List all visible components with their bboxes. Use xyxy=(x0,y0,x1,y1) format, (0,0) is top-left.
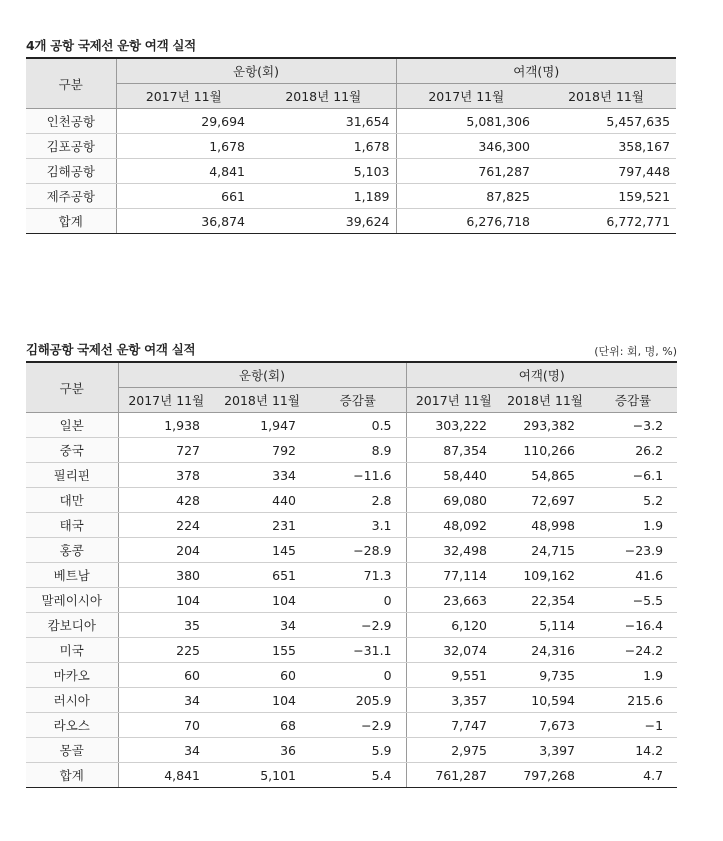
header-passengers-2017: 2017년 11월 xyxy=(406,388,501,413)
cell-f2018: 68 xyxy=(214,713,310,738)
cell-p2017: 9,551 xyxy=(406,663,501,688)
cell-p2018: 7,673 xyxy=(501,713,589,738)
header-passengers-rate: 증감률 xyxy=(589,388,677,413)
row-label: 라오스 xyxy=(26,713,118,738)
cell-frate: 3.1 xyxy=(310,513,406,538)
cell-f2018: 34 xyxy=(214,613,310,638)
cell-frate: 5.9 xyxy=(310,738,406,763)
cell-f2017: 204 xyxy=(118,538,214,563)
header-passengers-2018: 2018년 11월 xyxy=(501,388,589,413)
cell-p2017: 2,975 xyxy=(406,738,501,763)
header-flights-2017: 2017년 11월 xyxy=(116,84,251,109)
row-label: 몽골 xyxy=(26,738,118,763)
unit-note: (단위: 회, 명, %) xyxy=(594,345,677,358)
cell-f2018: 145 xyxy=(214,538,310,563)
cell-frate: 0 xyxy=(310,588,406,613)
row-label: 합계 xyxy=(26,763,118,788)
cell-p2017: 58,440 xyxy=(406,463,501,488)
cell-f2017: 1,938 xyxy=(118,413,214,438)
row-label: 태국 xyxy=(26,513,118,538)
table-row xyxy=(26,109,676,134)
cell-f2017: 34 xyxy=(118,688,214,713)
cell-p2017: 303,222 xyxy=(406,413,501,438)
cell-frate: 71.3 xyxy=(310,563,406,588)
cell-p2017: 32,074 xyxy=(406,638,501,663)
cell-p2017: 87,825 xyxy=(396,184,536,209)
cell-p2018: 110,266 xyxy=(501,438,589,463)
cell-f2017: 60 xyxy=(118,663,214,688)
cell-prate: 4.7 xyxy=(589,763,677,788)
cell-frate: 0 xyxy=(310,663,406,688)
cell-frate: −2.9 xyxy=(310,713,406,738)
cell-frate: −28.9 xyxy=(310,538,406,563)
table-row xyxy=(26,463,677,488)
gimhae-table-body xyxy=(26,413,677,788)
cell-f2018: 60 xyxy=(214,663,310,688)
cell-p2018: 5,114 xyxy=(501,613,589,638)
cell-f2017: 224 xyxy=(118,513,214,538)
cell-f2017: 36,874 xyxy=(116,209,251,234)
cell-p2018: 159,521 xyxy=(536,184,676,209)
cell-f2018: 39,624 xyxy=(251,209,396,234)
cell-p2018: 24,316 xyxy=(501,638,589,663)
cell-p2018: 109,162 xyxy=(501,563,589,588)
header-category: 구분 xyxy=(26,362,118,413)
row-label: 러시아 xyxy=(26,688,118,713)
cell-frate: −31.1 xyxy=(310,638,406,663)
airports-table-body xyxy=(26,109,676,234)
cell-prate: 1.9 xyxy=(589,513,677,538)
cell-frate: −11.6 xyxy=(310,463,406,488)
table-row xyxy=(26,488,677,513)
cell-p2017: 761,287 xyxy=(406,763,501,788)
cell-f2017: 35 xyxy=(118,613,214,638)
cell-f2018: 5,101 xyxy=(214,763,310,788)
cell-frate: 5.4 xyxy=(310,763,406,788)
cell-frate: 0.5 xyxy=(310,413,406,438)
cell-prate: −16.4 xyxy=(589,613,677,638)
cell-p2017: 346,300 xyxy=(396,134,536,159)
cell-f2017: 225 xyxy=(118,638,214,663)
row-label: 인천공항 xyxy=(26,109,116,134)
cell-p2018: 3,397 xyxy=(501,738,589,763)
cell-p2018: 48,998 xyxy=(501,513,589,538)
table-row xyxy=(26,134,676,159)
cell-f2018: 231 xyxy=(214,513,310,538)
airports-table xyxy=(26,57,676,234)
row-label: 미국 xyxy=(26,638,118,663)
cell-p2017: 23,663 xyxy=(406,588,501,613)
cell-p2018: 10,594 xyxy=(501,688,589,713)
row-label: 중국 xyxy=(26,438,118,463)
row-label: 합계 xyxy=(26,209,116,234)
cell-f2018: 31,654 xyxy=(251,109,396,134)
cell-prate: 5.2 xyxy=(589,488,677,513)
cell-f2017: 4,841 xyxy=(116,159,251,184)
row-label: 제주공항 xyxy=(26,184,116,209)
row-label: 홍콩 xyxy=(26,538,118,563)
header-passengers: 여객(명) xyxy=(406,362,677,388)
table-row xyxy=(26,513,677,538)
row-label: 필리핀 xyxy=(26,463,118,488)
table-row xyxy=(26,413,677,438)
row-label: 마카오 xyxy=(26,663,118,688)
cell-p2018: 22,354 xyxy=(501,588,589,613)
table-row xyxy=(26,209,676,234)
row-label: 일본 xyxy=(26,413,118,438)
header-flights-2018: 2018년 11월 xyxy=(251,84,396,109)
cell-p2017: 761,287 xyxy=(396,159,536,184)
cell-p2018: 358,167 xyxy=(536,134,676,159)
cell-frate: −2.9 xyxy=(310,613,406,638)
row-label: 김포공항 xyxy=(26,134,116,159)
cell-prate: −3.2 xyxy=(589,413,677,438)
table-row xyxy=(26,713,677,738)
cell-prate: 215.6 xyxy=(589,688,677,713)
cell-prate: 41.6 xyxy=(589,563,677,588)
cell-prate: −23.9 xyxy=(589,538,677,563)
table-row xyxy=(26,613,677,638)
gimhae-table xyxy=(26,361,677,788)
cell-p2017: 7,747 xyxy=(406,713,501,738)
cell-prate: 1.9 xyxy=(589,663,677,688)
cell-p2017: 32,498 xyxy=(406,538,501,563)
row-label: 김해공항 xyxy=(26,159,116,184)
cell-p2018: 54,865 xyxy=(501,463,589,488)
cell-prate: −24.2 xyxy=(589,638,677,663)
cell-f2017: 727 xyxy=(118,438,214,463)
table-row xyxy=(26,688,677,713)
cell-f2018: 36 xyxy=(214,738,310,763)
table-row xyxy=(26,184,676,209)
cell-f2017: 34 xyxy=(118,738,214,763)
table-row xyxy=(26,763,677,788)
table-row xyxy=(26,738,677,763)
cell-p2018: 5,457,635 xyxy=(536,109,676,134)
header-flights-2018: 2018년 11월 xyxy=(214,388,310,413)
cell-p2018: 9,735 xyxy=(501,663,589,688)
row-label: 캄보디아 xyxy=(26,613,118,638)
cell-p2018: 293,382 xyxy=(501,413,589,438)
cell-p2017: 5,081,306 xyxy=(396,109,536,134)
cell-f2018: 1,678 xyxy=(251,134,396,159)
cell-p2018: 797,268 xyxy=(501,763,589,788)
cell-prate: −1 xyxy=(589,713,677,738)
cell-f2017: 661 xyxy=(116,184,251,209)
cell-f2018: 5,103 xyxy=(251,159,396,184)
cell-p2017: 77,114 xyxy=(406,563,501,588)
cell-prate: 26.2 xyxy=(589,438,677,463)
cell-f2018: 104 xyxy=(214,688,310,713)
cell-f2017: 1,678 xyxy=(116,134,251,159)
row-label: 베트남 xyxy=(26,563,118,588)
cell-f2018: 792 xyxy=(214,438,310,463)
row-label: 말레이시아 xyxy=(26,588,118,613)
table-row xyxy=(26,563,677,588)
header-flights-rate: 증감률 xyxy=(310,388,406,413)
cell-prate: −5.5 xyxy=(589,588,677,613)
cell-p2018: 6,772,771 xyxy=(536,209,676,234)
header-flights: 운항(회) xyxy=(118,362,406,388)
table-row xyxy=(26,159,676,184)
table-row xyxy=(26,638,677,663)
cell-frate: 2.8 xyxy=(310,488,406,513)
table-row xyxy=(26,588,677,613)
header-passengers-2017: 2017년 11월 xyxy=(396,84,536,109)
cell-f2017: 70 xyxy=(118,713,214,738)
cell-frate: 8.9 xyxy=(310,438,406,463)
header-category: 구분 xyxy=(26,58,116,109)
cell-f2017: 428 xyxy=(118,488,214,513)
table-row xyxy=(26,438,677,463)
cell-p2017: 48,092 xyxy=(406,513,501,538)
cell-f2017: 378 xyxy=(118,463,214,488)
cell-f2018: 155 xyxy=(214,638,310,663)
cell-p2017: 87,354 xyxy=(406,438,501,463)
cell-p2017: 6,276,718 xyxy=(396,209,536,234)
header-passengers-2018: 2018년 11월 xyxy=(536,84,676,109)
cell-f2017: 4,841 xyxy=(118,763,214,788)
cell-p2017: 69,080 xyxy=(406,488,501,513)
table1-title: 4개 공항 국제선 운항 여객 실적 xyxy=(26,38,196,53)
cell-p2017: 6,120 xyxy=(406,613,501,638)
cell-frate: 205.9 xyxy=(310,688,406,713)
cell-p2018: 797,448 xyxy=(536,159,676,184)
header-flights-2017: 2017년 11월 xyxy=(118,388,214,413)
cell-p2017: 3,357 xyxy=(406,688,501,713)
cell-f2018: 651 xyxy=(214,563,310,588)
cell-f2018: 104 xyxy=(214,588,310,613)
header-passengers: 여객(명) xyxy=(396,58,676,84)
cell-f2017: 104 xyxy=(118,588,214,613)
cell-f2018: 1,947 xyxy=(214,413,310,438)
cell-f2017: 380 xyxy=(118,563,214,588)
header-flights: 운항(회) xyxy=(116,58,396,84)
cell-f2018: 440 xyxy=(214,488,310,513)
table2-title: 김해공항 국제선 운항 여객 실적 xyxy=(26,342,196,357)
cell-f2017: 29,694 xyxy=(116,109,251,134)
row-label: 대만 xyxy=(26,488,118,513)
table-row xyxy=(26,663,677,688)
table-row xyxy=(26,538,677,563)
cell-f2018: 1,189 xyxy=(251,184,396,209)
cell-f2018: 334 xyxy=(214,463,310,488)
cell-p2018: 24,715 xyxy=(501,538,589,563)
cell-prate: 14.2 xyxy=(589,738,677,763)
cell-p2018: 72,697 xyxy=(501,488,589,513)
cell-prate: −6.1 xyxy=(589,463,677,488)
